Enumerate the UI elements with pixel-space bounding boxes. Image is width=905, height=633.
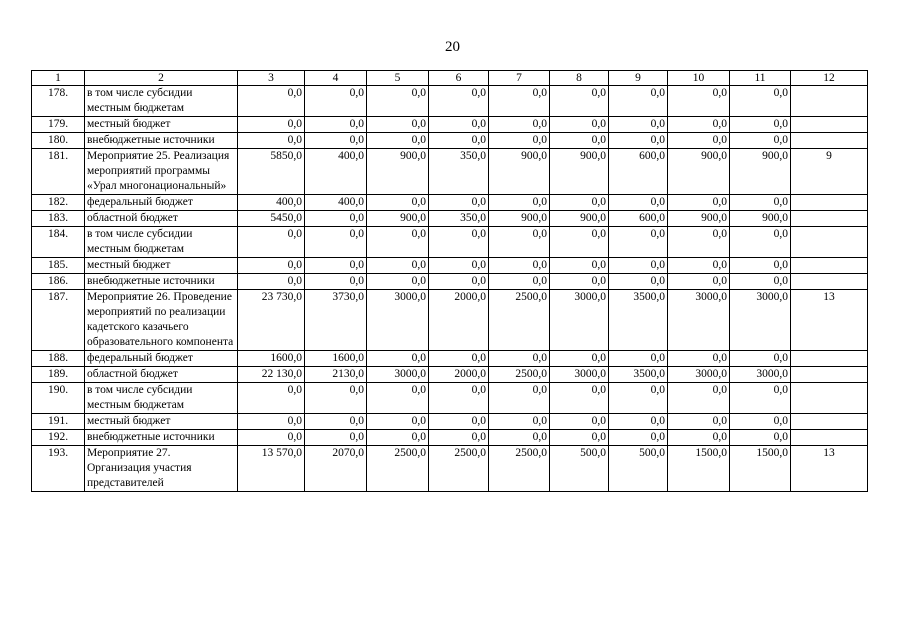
row-number-cell: 180. [32,133,85,149]
value-cell: 0,0 [238,86,305,117]
value-cell: 0,0 [367,430,429,446]
item-name-cell: областной бюджет [85,367,238,383]
value-cell: 0,0 [668,383,730,414]
value-cell: 0,0 [609,274,668,290]
value-cell: 0,0 [489,383,550,414]
value-cell: 0,0 [489,117,550,133]
row-number-cell: 190. [32,383,85,414]
target-cell [791,383,868,414]
table-row [32,211,868,227]
value-cell: 0,0 [489,274,550,290]
table-row [32,195,868,211]
column-header: 11 [730,71,791,86]
value-cell: 3000,0 [668,367,730,383]
item-name-cell: местный бюджет [85,117,238,133]
value-cell: 0,0 [668,86,730,117]
value-cell: 0,0 [668,117,730,133]
table-header-row [32,71,868,86]
value-cell: 2130,0 [305,367,367,383]
table-row [32,430,868,446]
column-header: 8 [550,71,609,86]
value-cell: 0,0 [609,195,668,211]
table-row [32,133,868,149]
value-cell: 0,0 [550,133,609,149]
table-row [32,414,868,430]
item-name-cell: местный бюджет [85,258,238,274]
value-cell: 0,0 [609,258,668,274]
value-cell: 0,0 [668,227,730,258]
value-cell: 0,0 [489,351,550,367]
item-name-cell: Мероприятие 25. Реализация мероприятий программы «Урал многонациональный» [85,149,238,195]
column-header: 7 [489,71,550,86]
value-cell: 0,0 [367,274,429,290]
column-header: 4 [305,71,367,86]
table-row [32,274,868,290]
value-cell: 3730,0 [305,290,367,351]
value-cell: 900,0 [668,211,730,227]
row-number-cell: 192. [32,430,85,446]
value-cell: 0,0 [367,227,429,258]
target-cell [791,274,868,290]
table-row [32,117,868,133]
value-cell: 0,0 [367,133,429,149]
value-cell: 0,0 [305,430,367,446]
value-cell: 0,0 [550,227,609,258]
target-cell [791,195,868,211]
value-cell: 900,0 [489,149,550,195]
value-cell: 0,0 [305,117,367,133]
target-cell [791,351,868,367]
target-cell [791,211,868,227]
value-cell: 0,0 [305,227,367,258]
value-cell: 0,0 [489,227,550,258]
value-cell: 0,0 [489,258,550,274]
table-row [32,290,868,351]
value-cell: 13 570,0 [238,446,305,492]
row-number-cell: 178. [32,86,85,117]
value-cell: 900,0 [730,211,791,227]
value-cell: 0,0 [668,195,730,211]
column-header: 5 [367,71,429,86]
value-cell: 0,0 [550,195,609,211]
value-cell: 0,0 [489,86,550,117]
value-cell: 500,0 [609,446,668,492]
value-cell: 600,0 [609,149,668,195]
value-cell: 0,0 [550,86,609,117]
value-cell: 0,0 [305,86,367,117]
value-cell: 0,0 [367,258,429,274]
value-cell: 0,0 [730,383,791,414]
value-cell: 0,0 [429,86,489,117]
row-number-cell: 183. [32,211,85,227]
item-name-cell: Мероприятие 27. Организация участия представителей [85,446,238,492]
row-number-cell: 186. [32,274,85,290]
value-cell: 3000,0 [668,290,730,351]
row-number-cell: 188. [32,351,85,367]
value-cell: 1500,0 [730,446,791,492]
value-cell: 400,0 [305,195,367,211]
value-cell: 0,0 [489,133,550,149]
target-cell [791,414,868,430]
value-cell: 900,0 [367,211,429,227]
item-name-cell: внебюджетные источники [85,430,238,446]
row-number-cell: 187. [32,290,85,351]
value-cell: 0,0 [609,86,668,117]
row-number-cell: 181. [32,149,85,195]
value-cell: 0,0 [668,258,730,274]
value-cell: 900,0 [668,149,730,195]
item-name-cell: Мероприятие 26. Проведение мероприятий по реализации кадетского казачьего образовательного компонента [85,290,238,351]
value-cell: 0,0 [429,258,489,274]
value-cell: 2000,0 [429,290,489,351]
value-cell: 3000,0 [367,367,429,383]
value-cell: 0,0 [305,211,367,227]
value-cell: 0,0 [238,383,305,414]
table-row [32,227,868,258]
value-cell: 0,0 [668,274,730,290]
target-cell: 9 [791,149,868,195]
target-cell [791,86,868,117]
value-cell: 0,0 [489,430,550,446]
value-cell: 0,0 [730,351,791,367]
value-cell: 0,0 [730,274,791,290]
value-cell: 350,0 [429,211,489,227]
table-row [32,351,868,367]
value-cell: 5450,0 [238,211,305,227]
value-cell: 2500,0 [429,446,489,492]
value-cell: 0,0 [489,195,550,211]
value-cell: 0,0 [550,383,609,414]
value-cell: 0,0 [238,133,305,149]
value-cell: 2500,0 [367,446,429,492]
value-cell: 900,0 [550,149,609,195]
table-row [32,383,868,414]
item-name-cell: федеральный бюджет [85,195,238,211]
value-cell: 900,0 [550,211,609,227]
budget-table [31,70,868,492]
value-cell: 0,0 [668,351,730,367]
value-cell: 1600,0 [238,351,305,367]
value-cell: 3000,0 [367,290,429,351]
value-cell: 0,0 [367,351,429,367]
value-cell: 0,0 [429,227,489,258]
value-cell: 0,0 [730,258,791,274]
value-cell: 0,0 [550,258,609,274]
value-cell: 0,0 [238,258,305,274]
value-cell: 0,0 [238,430,305,446]
value-cell: 0,0 [668,430,730,446]
value-cell: 1500,0 [668,446,730,492]
value-cell: 3500,0 [609,367,668,383]
value-cell: 3000,0 [730,367,791,383]
value-cell: 0,0 [609,117,668,133]
column-header: 6 [429,71,489,86]
value-cell: 400,0 [305,149,367,195]
value-cell: 0,0 [550,414,609,430]
value-cell: 0,0 [429,195,489,211]
item-name-cell: местный бюджет [85,414,238,430]
value-cell: 0,0 [305,383,367,414]
value-cell: 0,0 [730,430,791,446]
row-number-cell: 185. [32,258,85,274]
value-cell: 0,0 [730,117,791,133]
value-cell: 0,0 [730,195,791,211]
value-cell: 0,0 [429,133,489,149]
value-cell: 900,0 [367,149,429,195]
table-row [32,149,868,195]
table-row [32,86,868,117]
column-header: 2 [85,71,238,86]
target-cell: 13 [791,290,868,351]
value-cell: 350,0 [429,149,489,195]
value-cell: 0,0 [609,414,668,430]
value-cell: 0,0 [429,274,489,290]
value-cell: 600,0 [609,211,668,227]
column-header: 1 [32,71,85,86]
table-row [32,258,868,274]
value-cell: 400,0 [238,195,305,211]
value-cell: 0,0 [550,274,609,290]
value-cell: 0,0 [609,351,668,367]
value-cell: 0,0 [429,430,489,446]
value-cell: 0,0 [609,383,668,414]
column-header: 12 [791,71,868,86]
value-cell: 3000,0 [550,367,609,383]
value-cell: 0,0 [429,383,489,414]
row-number-cell: 179. [32,117,85,133]
value-cell: 0,0 [550,351,609,367]
value-cell: 5850,0 [238,149,305,195]
value-cell: 0,0 [668,133,730,149]
row-number-cell: 184. [32,227,85,258]
item-name-cell: в том числе субсидии местным бюджетам [85,227,238,258]
value-cell: 0,0 [489,414,550,430]
value-cell: 0,0 [429,414,489,430]
row-number-cell: 191. [32,414,85,430]
target-cell [791,430,868,446]
page-number: 20 [445,39,460,55]
value-cell: 0,0 [305,258,367,274]
value-cell: 500,0 [550,446,609,492]
column-header: 9 [609,71,668,86]
item-name-cell: внебюджетные источники [85,133,238,149]
value-cell: 0,0 [305,274,367,290]
value-cell: 0,0 [238,117,305,133]
value-cell: 0,0 [609,133,668,149]
value-cell: 2500,0 [489,446,550,492]
value-cell: 0,0 [550,430,609,446]
target-cell [791,367,868,383]
column-header: 10 [668,71,730,86]
target-cell [791,227,868,258]
value-cell: 0,0 [238,414,305,430]
value-cell: 0,0 [238,274,305,290]
row-number-cell: 193. [32,446,85,492]
value-cell: 0,0 [367,383,429,414]
value-cell: 3000,0 [730,290,791,351]
table-row [32,367,868,383]
target-cell [791,133,868,149]
value-cell: 1600,0 [305,351,367,367]
value-cell: 23 730,0 [238,290,305,351]
item-name-cell: внебюджетные источники [85,274,238,290]
value-cell: 0,0 [429,117,489,133]
target-cell [791,258,868,274]
value-cell: 0,0 [730,227,791,258]
value-cell: 0,0 [429,351,489,367]
item-name-cell: в том числе субсидии местным бюджетам [85,86,238,117]
column-header: 3 [238,71,305,86]
row-number-cell: 182. [32,195,85,211]
value-cell: 0,0 [367,414,429,430]
value-cell: 0,0 [609,227,668,258]
item-name-cell: областной бюджет [85,211,238,227]
target-cell: 13 [791,446,868,492]
value-cell: 3500,0 [609,290,668,351]
value-cell: 0,0 [367,86,429,117]
value-cell: 0,0 [668,414,730,430]
value-cell: 2000,0 [429,367,489,383]
table-row [32,446,868,492]
value-cell: 22 130,0 [238,367,305,383]
value-cell: 0,0 [550,117,609,133]
target-cell [791,117,868,133]
value-cell: 0,0 [609,430,668,446]
value-cell: 900,0 [489,211,550,227]
value-cell: 2500,0 [489,367,550,383]
value-cell: 2500,0 [489,290,550,351]
value-cell: 0,0 [238,227,305,258]
value-cell: 0,0 [305,133,367,149]
value-cell: 0,0 [367,117,429,133]
value-cell: 0,0 [730,86,791,117]
value-cell: 2070,0 [305,446,367,492]
item-name-cell: федеральный бюджет [85,351,238,367]
row-number-cell: 189. [32,367,85,383]
value-cell: 0,0 [730,133,791,149]
value-cell: 3000,0 [550,290,609,351]
item-name-cell: в том числе субсидии местным бюджетам [85,383,238,414]
value-cell: 900,0 [730,149,791,195]
value-cell: 0,0 [730,414,791,430]
value-cell: 0,0 [367,195,429,211]
value-cell: 0,0 [305,414,367,430]
